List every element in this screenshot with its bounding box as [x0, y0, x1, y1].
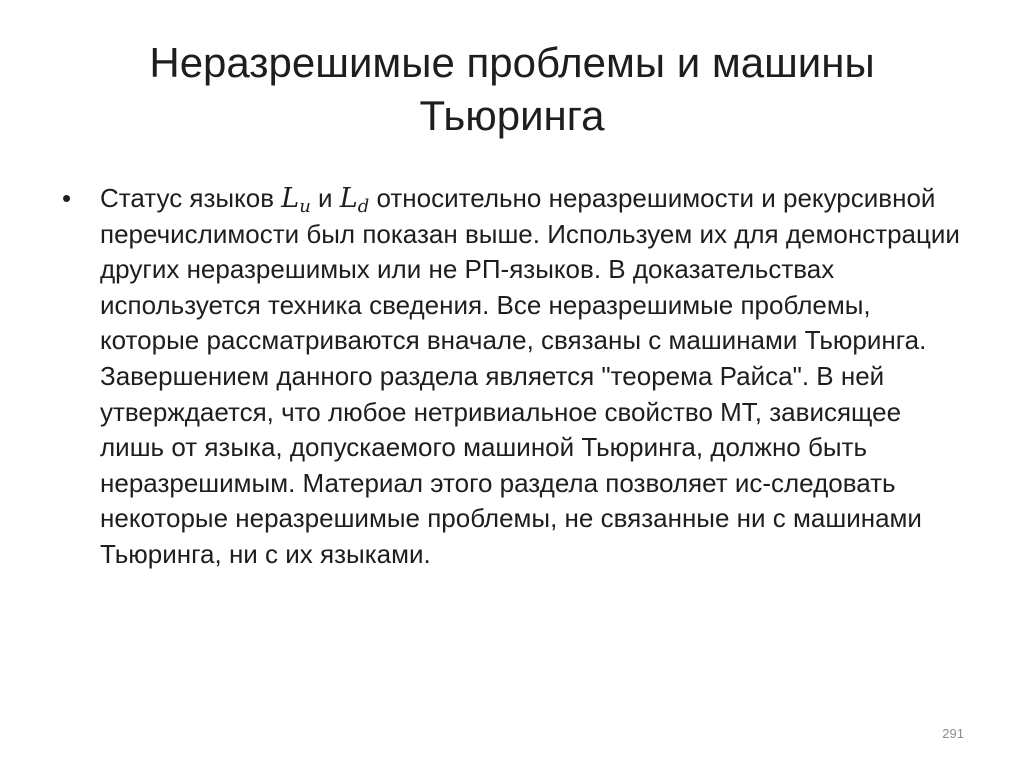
- slide-title: Неразрешимые проблемы и машины Тьюринга: [149, 39, 875, 139]
- language-lu: [281, 183, 311, 217]
- language-lu-main: L: [281, 183, 300, 214]
- bullet-item: [60, 181, 960, 573]
- bullet-text-start: Статус языков: [100, 183, 282, 213]
- language-ld-subscript: d: [357, 196, 370, 217]
- bullet-conjunction: и: [310, 183, 340, 213]
- language-lu-subscript: u: [299, 196, 311, 217]
- bullet-list: [60, 181, 960, 573]
- language-ld-main: L: [339, 183, 358, 214]
- bullet-text-rest: относительно неразрешимости и рекурсивной перечислимости был показан выше. Используем их для демонстрации других неразрешимых или не РП-языков. В доказательствах используется техника сведения. Все неразрешимые проблемы, которые рассматриваются вначале, связаны с машинами Тьюринга. Завершением данного раздела является "теорема Райса". В ней утверждается, что любое нетривиальное свойство МТ, зависящее лишь от языка, допускаемого машиной Тьюринга, должно быть неразрешимым. Материал этого раздела позволяет ис-следовать некоторые неразрешимые проблемы, не связанные ни с машинами Тьюринга, ни с их языками.: [100, 183, 960, 569]
- language-ld: [339, 183, 370, 217]
- page-number: 291: [942, 726, 964, 741]
- bullet-dot-icon: •: [62, 183, 72, 213]
